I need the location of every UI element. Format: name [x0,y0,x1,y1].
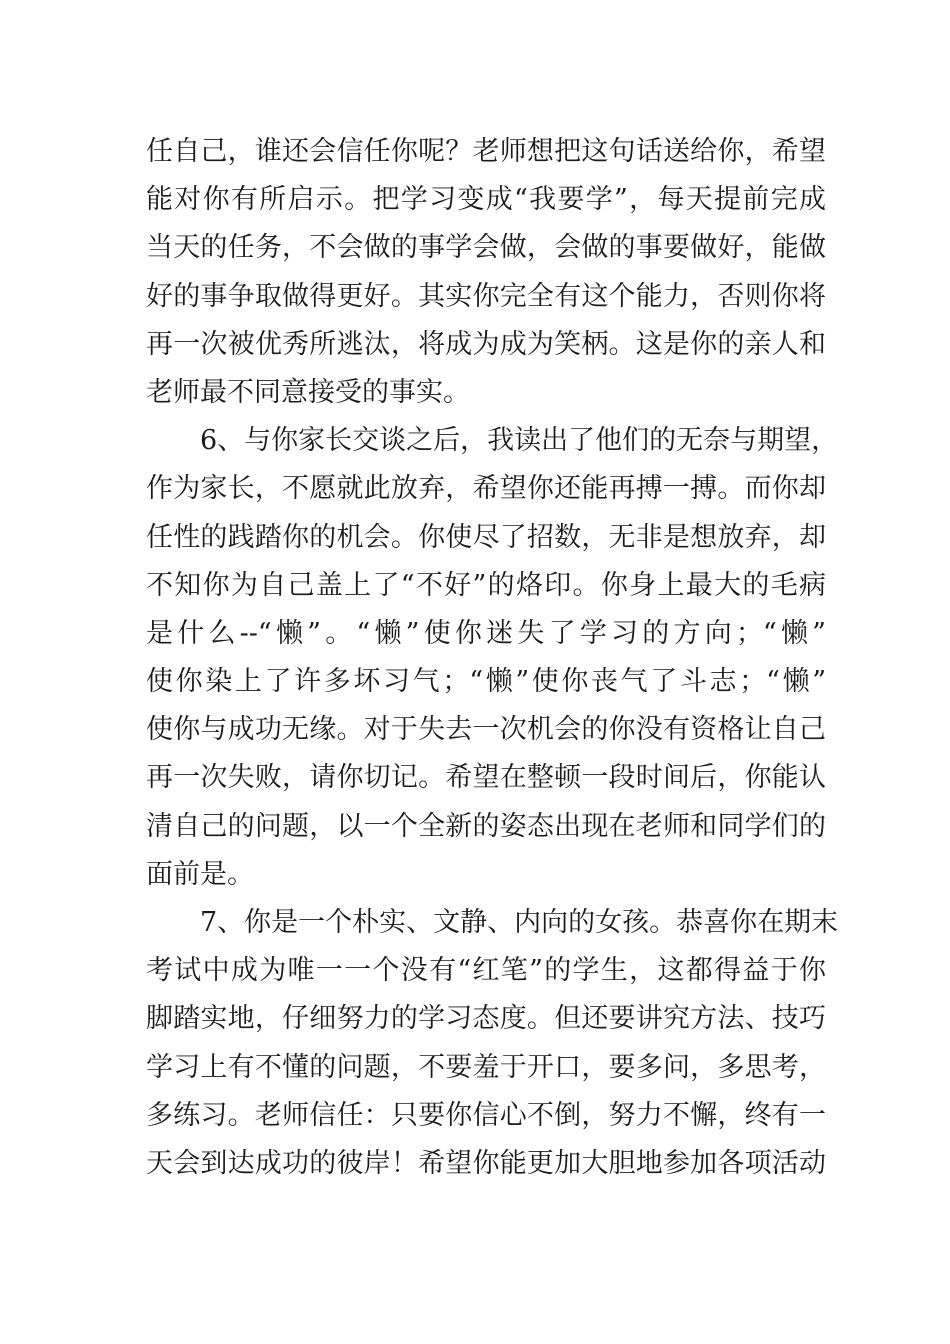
text-line: 再一次失败，请你切记。希望在整顿一段时间后，你能认 [146,762,826,794]
text-line: 好的事争取做得更好。其实你完全有这个能力，否则你将 [146,280,826,312]
text-line: 面前是。 [146,858,254,890]
text-line: 作为家长，不愿就此放弃，希望你还能再搏一搏。而你却 [146,473,826,505]
text-line: 脚踏实地，仔细努力的学习态度。但还要讲究方法、技巧 [146,1003,826,1035]
paragraph-start-7: 7、你是一个朴实、文静、内向的女孩。恭喜你在期末 [200,907,839,938]
text-line: 不知你为自己盖上了“不好”的烙印。你身上最大的毛病 [146,569,826,601]
text-line: 学习上有不懂的问题，不要羞于开口，要多问，多思考， [146,1051,826,1083]
text-line: 使你与成功无缘。对于失去一次机会的你没有资格让自己 [146,714,826,746]
text-line: 任性的践踏你的机会。你使尽了招数，无非是想放弃，却 [146,521,826,553]
text-line: 天会到达成功的彼岸！希望你能更加大胆地参加各项活动 [146,1147,826,1179]
paragraph-start-6: 6、与你家长交谈之后，我读出了他们的无奈与期望， [200,425,839,457]
text-line: 清自己的问题，以一个全新的姿态出现在老师和同学们的 [146,810,826,842]
text-line: 老师最不同意接受的事实。 [146,376,470,408]
text-line: 多练习。老师信任：只要你信心不倒，努力不懈，终有一 [146,1099,826,1131]
text-line: 使你染上了许多坏习气；“懒”使你丧气了斗志；“懒” [146,666,826,698]
body-text [146,128,839,1188]
text-line: 任自己，谁还会信任你呢？老师想把这句话送给你，希望 [146,136,826,167]
text-line: 考试中成为唯一一个没有“红笔”的学生，这都得益于你 [146,955,826,987]
text-line: 能对你有所启示。把学习变成“我要学”，每天提前完成 [146,184,826,216]
text-line: 当天的任务，不会做的事学会做，会做的事要做好，能做 [146,232,826,264]
text-line: 再一次被优秀所逃汰，将成为成为笑柄。这是你的亲人和 [146,328,826,360]
text-line: 是什么--“懒”。“懒”使你迷失了学习的方向；“懒” [146,617,826,649]
